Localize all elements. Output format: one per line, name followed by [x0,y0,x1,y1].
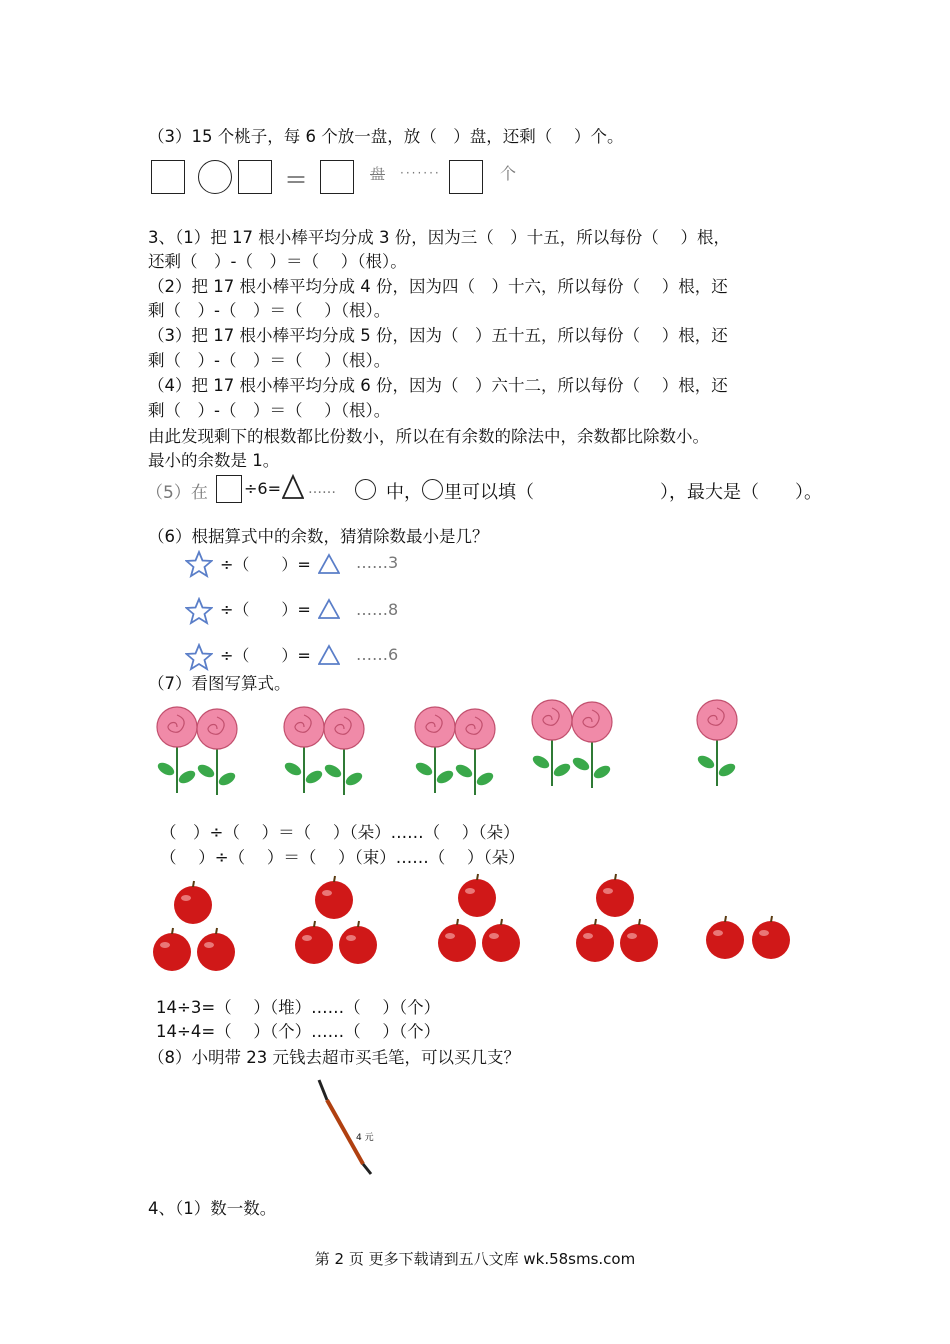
page-footer: 第 2 页 更多下载请到五八文库 wk.58sms.com [314,1250,636,1268]
q5-mid: 中， [386,482,422,503]
unit-ge: 个 [500,164,517,183]
q5-dots: …… [308,481,336,497]
q7-equation-3: 14÷3=（ ）（堆）……（ ）（个） [156,998,441,1017]
triangle-icon [318,598,340,620]
triangle-icon [318,553,340,575]
equals-sign: ＝ [284,166,308,194]
q6-divisor: ÷（ ）= [220,600,311,619]
q5-prefix: （5）在 [146,483,208,503]
q3-line-2: 还剩（ ）-（ ）＝（ ）（根）。 [148,252,407,271]
pen-price: 4 元 [356,1133,374,1143]
q3-line-5: （3）把 17 根小棒平均分成 5 份，因为（ ）五十五，所以每份（ ）根，还 [148,326,728,345]
q3-line-6: 剩（ ）-（ ）＝（ ）（根）。 [148,351,391,370]
q4-title: 4、（1）数一数。 [148,1199,277,1218]
answer-box[interactable] [238,160,272,194]
apple-pile [435,873,527,965]
answer-box[interactable] [151,160,185,194]
q3-line-1: 3、（1）把 17 根小棒平均分成 3 份，因为三（ ）十五，所以每份（ ）根， [148,228,730,247]
q8-title: （8）小明带 23 元钱去超市买毛笔，可以买几支？ [148,1048,520,1067]
q3-conclusion: 由此发现剩下的根数都比份数小，所以在有余数的除法中，余数都比除数小。 [148,427,709,446]
q7-equation-2: （ ）÷（ ）＝（ ）（束）……（ ）（朵） [160,848,525,867]
q3-line-4: 剩（ ）-（ ）＝（ ）（根）。 [148,301,391,320]
apple-pile [573,873,665,965]
q6-title: （6）根据算式中的余数，猜猜除数最小是几？ [148,527,489,546]
star-icon [185,643,213,671]
rose-group [413,703,503,803]
apple-pile [292,873,384,965]
triangle-icon [282,474,304,500]
rose-group [155,703,245,803]
q7-title: （7）看图写算式。 [148,674,291,693]
q6-remainder: ……6 [356,645,399,664]
q7-equation-1: （ ）÷（ ）＝（ ）（朵）……（ ）（朵） [160,823,520,842]
star-icon [185,550,213,578]
apple-pile [150,880,242,972]
unit-plate: 盘 [370,165,386,183]
remainder-circle[interactable] [422,479,443,500]
q5-tail: 里可以填（ ），最大是（ ）。 [444,482,822,503]
rose-group [530,696,620,796]
q3-line-7: （4）把 17 根小棒平均分成 6 份，因为（ ）六十二，所以每份（ ）根，还 [148,376,728,395]
remainder-circle[interactable] [355,479,376,500]
q3-line-8: 剩（ ）-（ ）＝（ ）（根）。 [148,401,391,420]
star-icon [185,597,213,625]
q6-remainder: ……3 [356,553,399,572]
answer-box[interactable] [449,160,483,194]
rose-single [695,696,745,796]
remainder-dots: ······· [400,166,441,180]
apple-pair [703,915,795,965]
q3-min-remainder: 最小的余数是 1。 [148,451,280,470]
q6-divisor: ÷（ ）= [220,646,311,665]
answer-box[interactable] [216,475,242,503]
q7-equation-4: 14÷4=（ ）（个）……（ ）（个） [156,1022,441,1041]
operator-circle[interactable] [198,160,232,194]
brush-pen-icon [305,1076,385,1176]
answer-box[interactable] [320,160,354,194]
rose-group [282,703,372,803]
q6-remainder: ……8 [356,600,399,619]
q6-divisor: ÷（ ）= [220,555,311,574]
q5-div6: ÷6= [244,479,281,498]
triangle-icon [318,644,340,666]
q3-line-3: （2）把 17 根小棒平均分成 4 份，因为四（ ）十六，所以每份（ ）根，还 [148,277,728,296]
q2-3-text: （3）15 个桃子，每 6 个放一盘，放（ ）盘，还剩（ ）个。 [148,127,624,146]
